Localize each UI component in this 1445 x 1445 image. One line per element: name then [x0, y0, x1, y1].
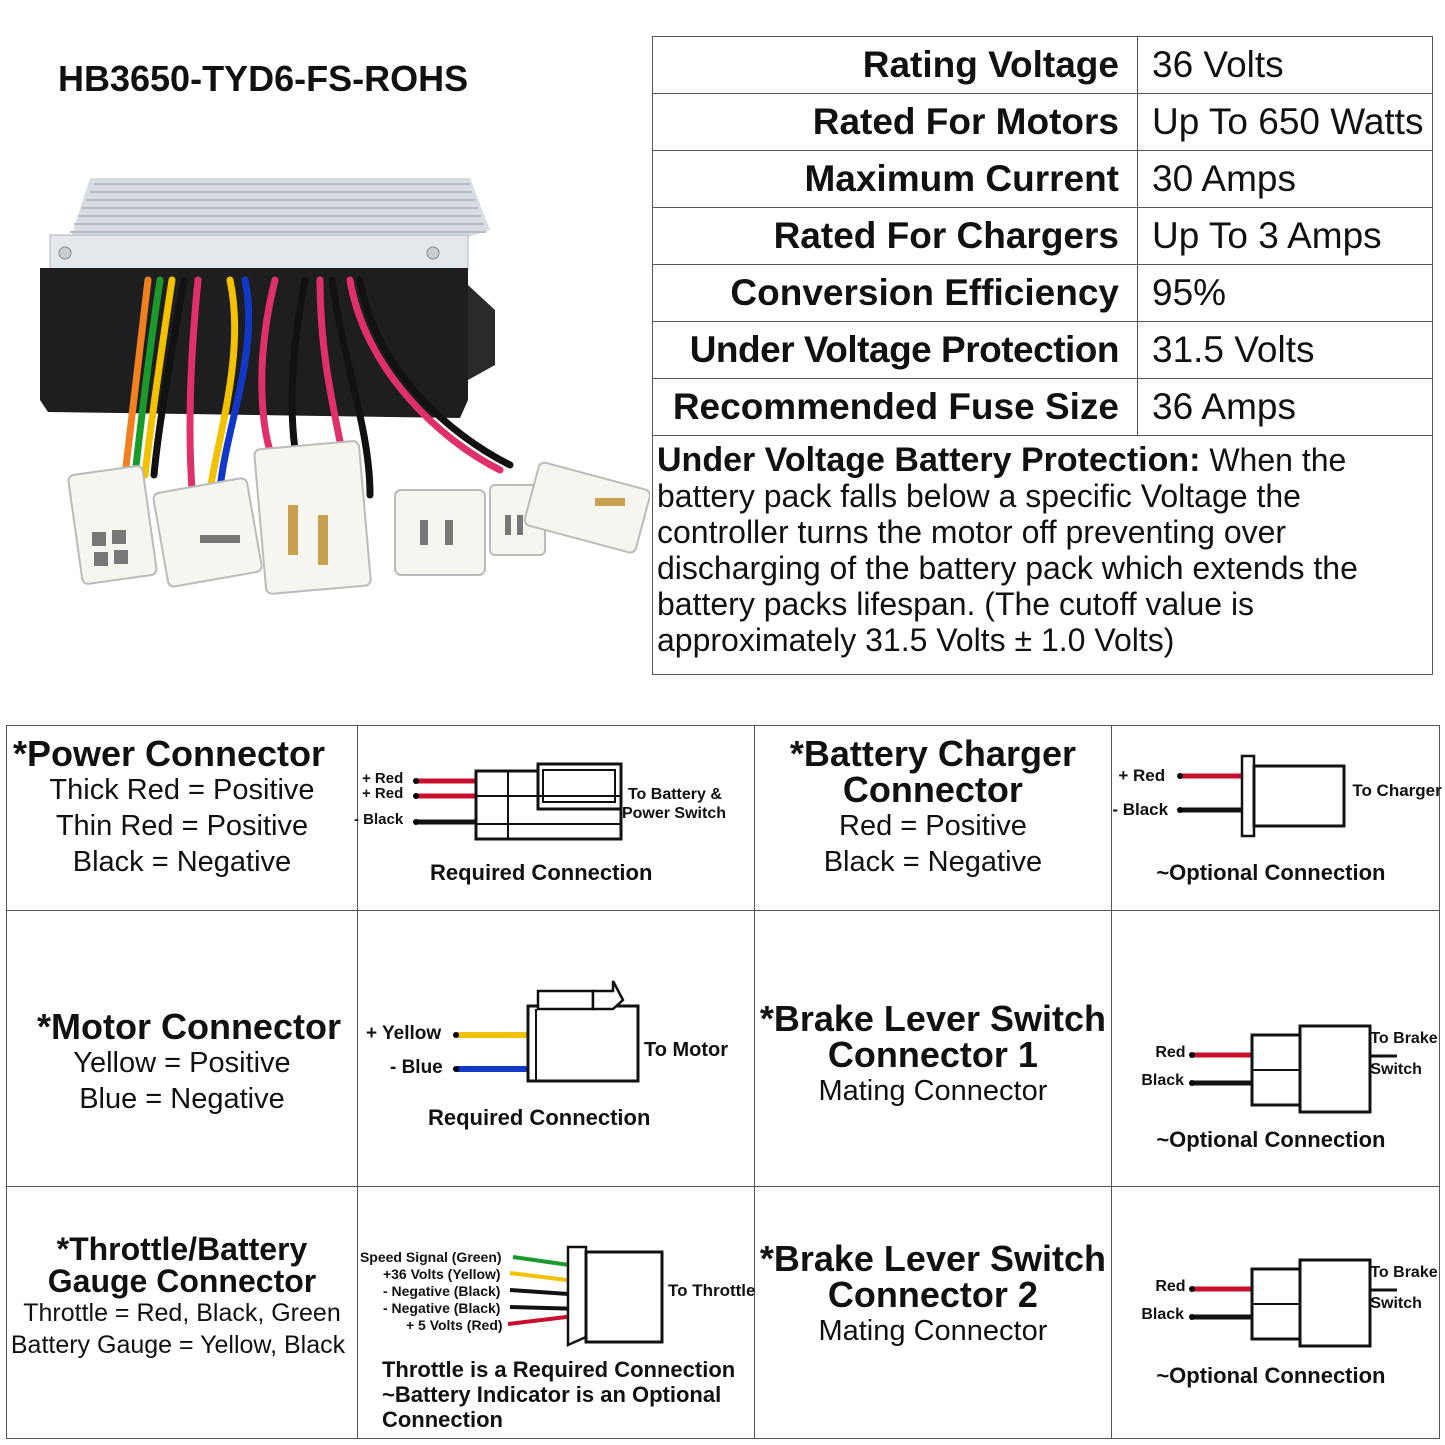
brake2-connector-diagram-cell [1112, 1187, 1440, 1439]
destination-label: To Battery & [627, 786, 722, 803]
brake1-connector-title: *Brake Lever Switch [759, 998, 1107, 1039]
wire-label: - Blue [389, 1057, 443, 1078]
motor-line: Blue = Negative [79, 1083, 285, 1115]
spec-label: Under Voltage Protection [653, 322, 1138, 379]
spec-label: Conversion Efficiency [653, 265, 1138, 322]
charger-connector-title: *Battery Charger [789, 733, 1076, 774]
spec-label: Rated For Motors [653, 94, 1138, 151]
protection-note-row [653, 436, 1433, 675]
brake2-line: Mating Connector [818, 1315, 1048, 1347]
spec-value: 31.5 Volts [1138, 322, 1433, 379]
wire-label: + Red [361, 770, 404, 787]
wire-label: - Black [353, 811, 404, 828]
wire-label: - Negative (Black) [382, 1300, 501, 1316]
wire-label: Speed Signal (Green) [359, 1249, 502, 1265]
wire-label: - Negative (Black) [382, 1283, 501, 1299]
wire-label: + 5 Volts (Red) [405, 1317, 503, 1333]
destination-label: To Brake [1370, 1030, 1438, 1047]
connection-caption: Required Connection [429, 860, 653, 885]
power-line: Black = Negative [72, 846, 292, 878]
spec-value: Up To 3 Amps [1138, 208, 1433, 265]
throttle-connector-title: *Throttle/Battery [56, 1231, 308, 1267]
spec-value: 36 Volts [1138, 37, 1433, 94]
spec-row [653, 151, 1433, 208]
connector-grid [6, 725, 1440, 1439]
connection-caption: Throttle is a Required Connection [381, 1357, 736, 1382]
controller-photo [20, 150, 650, 620]
spec-value: Up To 650 Watts [1138, 94, 1433, 151]
charger-line: Red = Positive [839, 810, 1027, 842]
spec-row [653, 94, 1433, 151]
brake2-connector-title: *Brake Lever Switch [759, 1238, 1107, 1279]
motor-connector-info [7, 911, 358, 1187]
motor-connector-diagram-cell [357, 911, 754, 1187]
spec-table [652, 36, 1433, 675]
charger-connector-diagram-cell [1112, 726, 1440, 911]
destination-label: Switch [1370, 1061, 1422, 1078]
connection-caption: Required Connection [427, 1105, 651, 1130]
motor-line: Yellow = Positive [73, 1047, 291, 1079]
charger-line: Black = Negative [823, 846, 1043, 878]
spec-value: 36 Amps [1138, 379, 1433, 436]
wire-label: Black [1141, 1072, 1185, 1089]
destination-label: Power Switch [621, 805, 726, 822]
power-line: Thin Red = Positive [55, 810, 309, 842]
throttle-line: Battery Gauge = Yellow, Black [10, 1331, 346, 1359]
destination-label: To Motor [643, 1039, 729, 1061]
destination-label: To Charger [1352, 781, 1442, 800]
spec-label: Rated For Chargers [653, 208, 1138, 265]
wire-label: + Red [361, 785, 404, 802]
power-connector-diagram-cell [353, 726, 754, 911]
brake2-connector-info [754, 1187, 1112, 1439]
brake1-connector-info [754, 911, 1112, 1187]
charger-connector-info [754, 726, 1112, 911]
wire-label: + Yellow [365, 1023, 442, 1044]
spec-value: 95% [1138, 265, 1433, 322]
throttle-connector-info [7, 1187, 358, 1439]
wire-label: +36 Volts (Yellow) [382, 1266, 501, 1282]
brake1-connector-title: Connector 1 [827, 1034, 1038, 1075]
wire-label: - Black [1112, 800, 1169, 819]
wire-label: Red [1155, 1278, 1186, 1295]
connection-caption: ~Optional Connection [1156, 1363, 1386, 1388]
protection-note-title: Under Voltage Battery Protection: [657, 441, 1201, 479]
brake1-connector-diagram-cell [1112, 911, 1440, 1187]
wire-label: + Red [1118, 766, 1166, 785]
spec-value: 30 Amps [1138, 151, 1433, 208]
power-connector-title: *Power Connector [13, 733, 326, 774]
protection-note-text: When the battery pack falls below a specific Voltage the controller turns the motor off preventing over discharging of the battery pack which extends the battery packs lifespan. (The cutoff value is approximately 31.5 Volts ± 1.0 Volts) [657, 442, 1358, 658]
spec-label: Rating Voltage [653, 37, 1138, 94]
spec-label: Recommended Fuse Size [653, 379, 1138, 436]
destination-label: Switch [1370, 1295, 1422, 1312]
spec-row [653, 379, 1433, 436]
throttle-connector-diagram-cell [357, 1187, 754, 1439]
spec-row [653, 265, 1433, 322]
destination-label: To Brake [1370, 1264, 1438, 1281]
wire-label: Red [1155, 1044, 1186, 1061]
charger-connector-title: Connector [842, 769, 1023, 810]
connection-caption: Connection [381, 1407, 503, 1432]
power-line: Thick Red = Positive [49, 774, 315, 806]
model-title: HB3650-TYD6-FS-ROHS [58, 58, 469, 99]
power-connector-info [7, 726, 358, 911]
spec-row [653, 322, 1433, 379]
brake2-connector-title: Connector 2 [827, 1274, 1038, 1315]
connection-caption: ~Optional Connection [1156, 860, 1386, 885]
protection-note [653, 436, 1433, 675]
connection-caption: ~Optional Connection [1156, 1127, 1386, 1152]
spec-row [653, 208, 1433, 265]
throttle-line: Throttle = Red, Black, Green [23, 1299, 341, 1327]
wire-label: Black [1141, 1306, 1185, 1323]
destination-label: To Throttle [667, 1281, 756, 1300]
throttle-connector-title: Gauge Connector [47, 1263, 317, 1299]
motor-connector-title: *Motor Connector [36, 1006, 341, 1047]
spec-label: Maximum Current [653, 151, 1138, 208]
connection-caption: ~Battery Indicator is an Optional [381, 1382, 722, 1407]
brake1-line: Mating Connector [818, 1075, 1048, 1107]
spec-row [653, 37, 1433, 94]
